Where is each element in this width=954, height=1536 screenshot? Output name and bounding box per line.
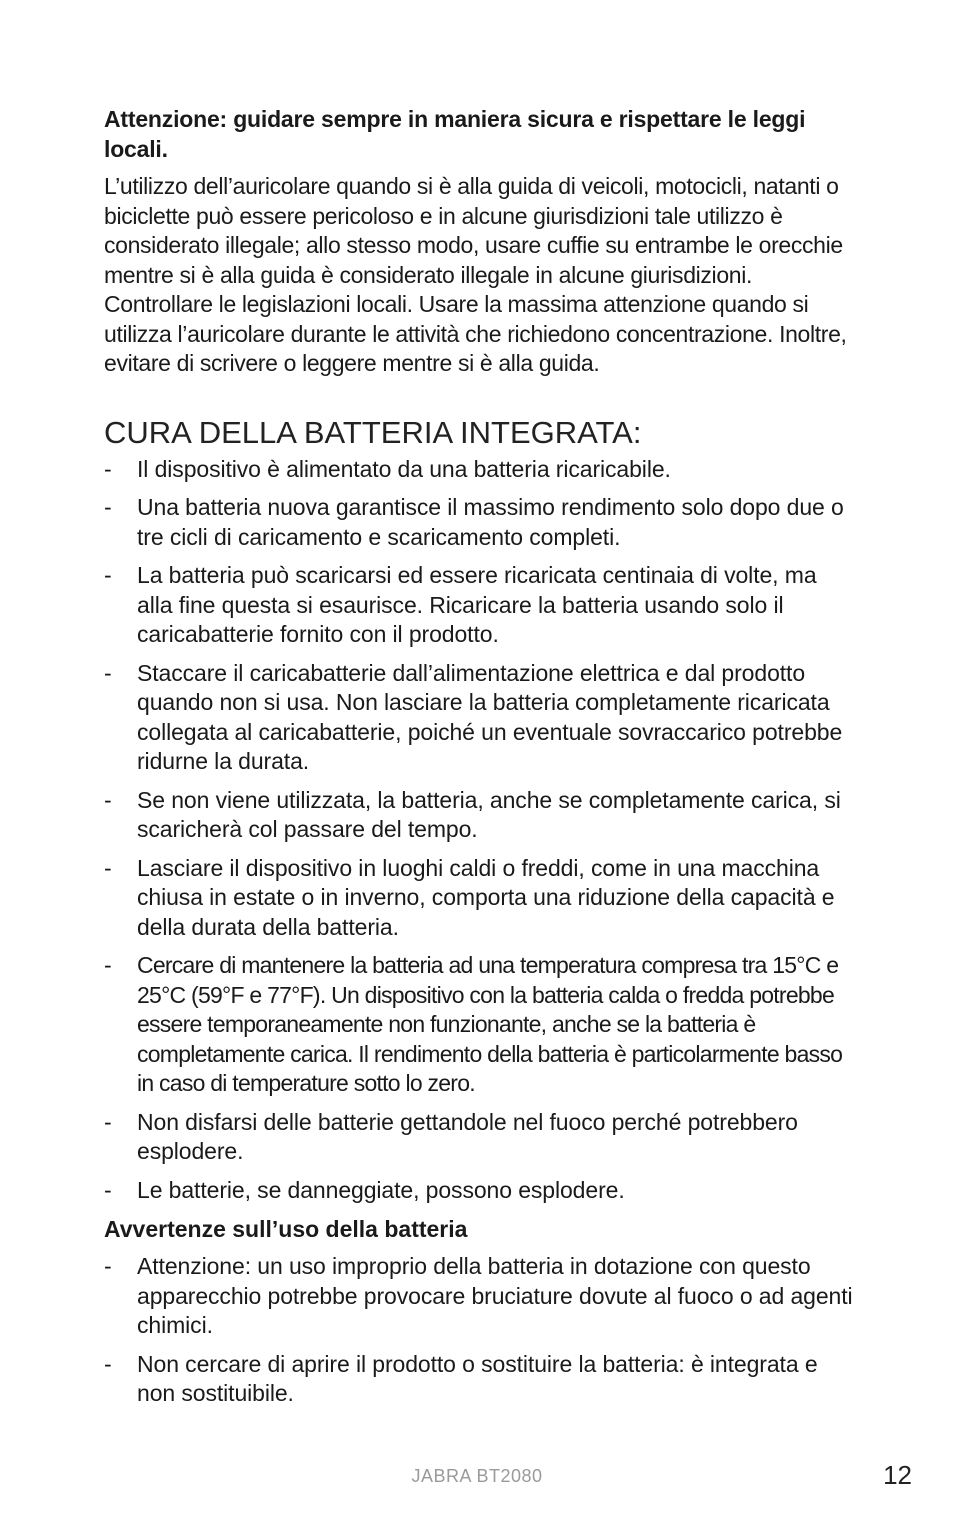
list-item-text: Lasciare il dispositivo in luoghi caldi o freddi, come in una macchina chiusa in estate o in inverno, comporta una riduzione della capacità e della durata della batteria. <box>137 854 835 940</box>
bullet-dash: - <box>104 1350 112 1377</box>
list-item <box>104 455 854 485</box>
battery-warnings-list <box>104 1252 854 1409</box>
footer-product-name: JABRA BT2080 <box>411 1466 543 1486</box>
warning-body: L’utilizzo dell’auricolare quando si è alla guida di veicoli, motocicli, natanti o biciclette può essere pericoloso e in alcune giurisdizioni tale utilizzo è considerato illegale; allo stesso modo, usare cuffie su entrambe le orecchie mentre si è alla guida è considerato illegale in alcune giurisdizioni. Controllare le legislazioni locali. Usare la massima attenzione quando si utilizza l’auricolare durante le attività che richiedono concentrazione. Inoltre, evitare di scrivere o leggere mentre si è alla guida. <box>104 173 847 376</box>
bullet-dash: - <box>104 952 111 978</box>
list-item-text: Se non viene utilizzata, la batteria, anche se completamente carica, si scaricherà col passare del tempo. <box>137 786 841 842</box>
page-number: 12 <box>883 1460 912 1490</box>
bullet-dash: - <box>104 1176 112 1203</box>
list-item <box>104 659 854 777</box>
list-item <box>104 854 854 943</box>
section-heading-battery-warnings: Avvertenze sull’uso della batteria <box>104 1216 468 1242</box>
list-item-text: Le batterie, se danneggiate, possono esplodere. <box>137 1176 625 1203</box>
list-item <box>104 1176 854 1206</box>
list-item-text: Una batteria nuova garantisce il massimo rendimento solo dopo due o tre cicli di caricamento e scaricamento completi. <box>137 494 844 550</box>
bullet-dash: - <box>104 786 112 813</box>
section-heading-battery-care: CURA DELLA BATTERIA INTEGRATA: <box>104 414 642 450</box>
list-item <box>104 493 854 552</box>
list-item-text: Cercare di mantenere la batteria ad una temperatura compresa tra 15°C e 25°C (59°F e 77°F). Un dispositivo con la batteria calda o fredda potrebbe essere temporaneamente non funzionante, anche se la batteria è completamente carica. Il rendimento della batteria è particolarmente basso in caso di temperature sotto lo zero. <box>137 952 843 1096</box>
bullet-dash: - <box>104 455 112 482</box>
bullet-dash: - <box>104 562 112 588</box>
list-item-text: Staccare il caricabatterie dall’alimentazione elettrica e dal prodotto quando non si usa. Non lasciare la batteria completamente ricaricata collegata al caricabatterie, poiché un eventuale sovraccarico potrebbe ridurne la durata. <box>137 659 843 774</box>
list-item-text: Non cercare di aprire il prodotto o sostituire la batteria: è integrata e non sostituibile. <box>137 1350 818 1406</box>
list-item <box>104 1252 854 1341</box>
bullet-dash: - <box>104 854 112 881</box>
list-item <box>104 1350 854 1409</box>
document-page <box>104 104 854 1418</box>
list-item <box>104 951 854 1099</box>
list-item <box>104 561 854 650</box>
list-item-text: Il dispositivo è alimentato da una batteria ricaricabile. <box>137 455 671 482</box>
list-item-text: Attenzione: un uso improprio della batteria in dotazione con questo apparecchio potrebbe provocare bruciature dovute al fuoco o ad agenti chimici. <box>137 1253 853 1338</box>
bullet-dash: - <box>104 1108 112 1135</box>
list-item <box>104 1108 854 1167</box>
battery-care-list <box>104 455 854 1206</box>
bullet-dash: - <box>104 659 112 686</box>
bullet-dash: - <box>104 494 112 520</box>
warning-title: Attenzione: guidare sempre in maniera sicura e rispettare le leggi locali. <box>104 106 806 162</box>
list-item-text: Non disfarsi delle batterie gettandole nel fuoco perché potrebbero esplodere. <box>137 1108 798 1164</box>
list-item <box>104 786 854 845</box>
list-item-text: La batteria può scaricarsi ed essere ricaricata centinaia di volte, ma alla fine questa si esaurisce. Ricaricare la batteria usando solo il caricabatterie fornito con il prodotto. <box>137 562 817 647</box>
bullet-dash: - <box>104 1253 112 1279</box>
